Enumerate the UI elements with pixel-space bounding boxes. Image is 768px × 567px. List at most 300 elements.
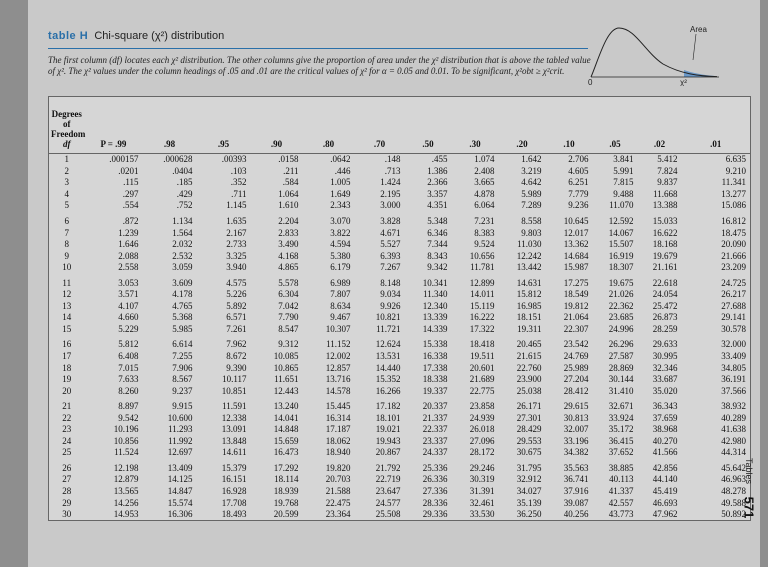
value-cell: 15.033 xyxy=(652,216,678,226)
table-row xyxy=(49,189,751,201)
header-row xyxy=(49,97,751,154)
value-cell: 7.231 xyxy=(474,216,495,226)
value-cell: 4.594 xyxy=(330,239,351,250)
value-cell: .429 xyxy=(176,188,193,199)
value-cell: 34.805 xyxy=(721,362,746,373)
df-cell: 17 xyxy=(62,351,72,362)
df-cell: 16 xyxy=(62,339,72,350)
value-cell: 18.939 xyxy=(273,486,299,497)
value-cell: .000628 xyxy=(163,154,193,165)
value-cell: 12.002 xyxy=(325,351,351,362)
value-cell: 36.191 xyxy=(721,374,746,385)
value-cell: 49.588 xyxy=(721,497,746,508)
value-cell: .352 xyxy=(230,177,247,188)
value-cell: 13.277 xyxy=(721,188,746,199)
value-cell: 17.708 xyxy=(221,497,247,508)
value-cell: 40.289 xyxy=(721,412,746,423)
value-cell: 3.070 xyxy=(330,216,351,226)
value-cell: 4.765 xyxy=(172,300,193,311)
value-cell: 13.339 xyxy=(422,312,448,323)
value-cell: 32.000 xyxy=(721,339,746,350)
table-row xyxy=(49,424,751,436)
value-cell: 19.311 xyxy=(517,323,542,334)
value-cell: 21.588 xyxy=(325,486,351,497)
value-cell: 25.508 xyxy=(375,509,401,520)
value-cell: 15.507 xyxy=(608,239,634,250)
value-cell: 3.325 xyxy=(226,250,247,261)
value-cell: 32.007 xyxy=(563,424,589,435)
value-cell: 7.906 xyxy=(172,362,193,373)
table-row xyxy=(49,154,751,166)
df-cell: 21 xyxy=(62,401,72,412)
value-cell: 25.989 xyxy=(563,362,589,373)
value-cell: 14.611 xyxy=(222,447,247,458)
value-cell: .713 xyxy=(384,165,401,176)
value-cell: 2.558 xyxy=(118,262,139,273)
value-cell: 18.307 xyxy=(608,262,634,273)
value-cell: 10.341 xyxy=(422,277,448,288)
table-body xyxy=(49,154,751,521)
area-label: Area xyxy=(690,25,707,34)
value-cell: 12.443 xyxy=(273,385,299,396)
value-cell: 9.837 xyxy=(657,177,678,188)
value-cell: 10.865 xyxy=(273,362,299,373)
value-cell: 5.380 xyxy=(330,250,351,261)
value-cell: 33.196 xyxy=(563,435,589,446)
value-cell: 46.693 xyxy=(652,497,678,508)
value-cell: 18.114 xyxy=(274,474,299,485)
value-cell: 6.989 xyxy=(330,277,351,288)
value-cell: 27.336 xyxy=(422,486,448,497)
value-cell: 16.928 xyxy=(221,486,247,497)
value-cell: 6.635 xyxy=(725,154,746,165)
value-cell: 29.615 xyxy=(563,401,589,412)
value-cell: 22.760 xyxy=(516,362,542,373)
df-cell: 10 xyxy=(62,262,72,273)
value-cell: 8.343 xyxy=(427,250,448,261)
value-cell: 3.665 xyxy=(474,177,495,188)
value-cell: 6.408 xyxy=(118,351,139,362)
value-cell: .00393 xyxy=(221,154,247,165)
value-cell: 11.992 xyxy=(168,435,193,446)
value-cell: 14.684 xyxy=(563,250,589,261)
value-cell: 16.919 xyxy=(608,250,634,261)
value-cell: 14.256 xyxy=(113,497,139,508)
value-cell: 9.467 xyxy=(330,312,351,323)
value-cell: 18.493 xyxy=(221,509,247,520)
value-cell: 4.671 xyxy=(380,227,401,238)
value-cell: 48.278 xyxy=(721,486,746,497)
value-cell: 8.558 xyxy=(521,216,542,226)
table-row xyxy=(49,301,751,313)
value-cell: 20.703 xyxy=(325,474,351,485)
column-header: .20 xyxy=(499,97,546,154)
value-cell: 19.820 xyxy=(325,462,351,473)
table-row xyxy=(49,459,751,475)
value-cell: 7.779 xyxy=(568,188,589,199)
value-cell: 22.475 xyxy=(325,497,351,508)
table-row xyxy=(49,385,751,397)
value-cell: 25.336 xyxy=(422,462,448,473)
value-cell: 7.824 xyxy=(657,165,678,176)
table-row xyxy=(49,351,751,363)
value-cell: 19.021 xyxy=(375,424,401,435)
value-cell: 2.088 xyxy=(118,250,139,261)
value-cell: 14.631 xyxy=(516,277,542,288)
value-cell: 13.442 xyxy=(516,262,542,273)
value-cell: 38.885 xyxy=(608,462,634,473)
df-cell: 19 xyxy=(62,374,72,385)
value-cell: 40.256 xyxy=(563,509,589,520)
value-cell: 17.275 xyxy=(563,277,589,288)
value-cell: 4.178 xyxy=(172,289,193,300)
table-row xyxy=(49,200,751,212)
value-cell: 40.113 xyxy=(609,474,634,485)
column-header: .05 xyxy=(593,97,638,154)
df-cell: 20 xyxy=(62,385,72,396)
value-cell: 23.542 xyxy=(563,339,589,350)
value-cell: 30.995 xyxy=(652,351,678,362)
value-cell: .000157 xyxy=(109,154,139,165)
table-row xyxy=(49,239,751,251)
value-cell: 11.591 xyxy=(222,401,247,412)
value-cell: 23.647 xyxy=(375,486,401,497)
value-cell: 5.578 xyxy=(278,277,299,288)
value-cell: .148 xyxy=(384,154,401,165)
value-cell: 12.899 xyxy=(469,277,495,288)
value-cell: 16.151 xyxy=(221,474,247,485)
value-cell: .554 xyxy=(122,200,139,211)
value-cell: 7.815 xyxy=(613,177,634,188)
value-cell: 4.351 xyxy=(427,200,448,211)
value-cell: 23.685 xyxy=(608,312,634,323)
value-cell: 28.172 xyxy=(469,447,495,458)
value-cell: 4.865 xyxy=(278,262,299,273)
table-row xyxy=(49,312,751,324)
value-cell: 16.812 xyxy=(721,216,746,226)
value-cell: 12.198 xyxy=(113,462,139,473)
value-cell: 12.592 xyxy=(608,216,634,226)
value-cell: 19.679 xyxy=(652,250,678,261)
value-cell: 14.953 xyxy=(113,509,139,520)
value-cell: 22.775 xyxy=(469,385,495,396)
value-cell: 41.566 xyxy=(652,447,678,458)
df-cell: 15 xyxy=(62,323,72,334)
value-cell: 11.030 xyxy=(517,239,542,250)
value-cell: 35.172 xyxy=(608,424,634,435)
value-cell: 13.848 xyxy=(221,435,247,446)
value-cell: 16.314 xyxy=(325,412,351,423)
value-cell: 44.314 xyxy=(721,447,746,458)
value-cell: 17.292 xyxy=(273,462,299,473)
table-row xyxy=(49,177,751,189)
value-cell: 22.362 xyxy=(608,300,634,311)
value-cell: 15.659 xyxy=(273,435,299,446)
value-cell: 26.296 xyxy=(608,339,634,350)
value-cell: 10.856 xyxy=(113,435,139,446)
value-cell: 2.408 xyxy=(474,165,495,176)
df-cell: 3 xyxy=(64,177,69,188)
value-cell: 9.488 xyxy=(613,188,634,199)
area-pointer xyxy=(693,34,696,60)
value-cell: 5.991 xyxy=(613,165,634,176)
table-row xyxy=(49,509,751,521)
value-cell: 2.532 xyxy=(172,250,193,261)
value-cell: 26.873 xyxy=(652,312,678,323)
value-cell: 26.217 xyxy=(721,289,746,300)
value-cell: 15.812 xyxy=(516,289,542,300)
value-cell: 38.932 xyxy=(721,401,746,412)
value-cell: 4.107 xyxy=(118,300,139,311)
df-cell: 27 xyxy=(62,474,72,485)
book-page xyxy=(28,0,760,567)
value-cell: 13.716 xyxy=(325,374,351,385)
value-cell: 45.419 xyxy=(652,486,678,497)
value-cell: 9.542 xyxy=(118,412,139,423)
value-cell: 6.571 xyxy=(226,312,247,323)
table-row xyxy=(49,436,751,448)
value-cell: 7.289 xyxy=(521,200,542,211)
table-row xyxy=(49,474,751,486)
value-cell: 8.672 xyxy=(226,351,247,362)
value-cell: 28.259 xyxy=(652,323,678,334)
column-header: .01 xyxy=(682,97,751,154)
value-cell: 13.362 xyxy=(563,239,589,250)
value-cell: 7.255 xyxy=(172,351,193,362)
value-cell: 44.140 xyxy=(652,474,678,485)
value-cell: 3.609 xyxy=(172,277,193,288)
value-cell: 8.260 xyxy=(118,385,139,396)
value-cell: .584 xyxy=(282,177,299,188)
table-row xyxy=(49,374,751,386)
value-cell: 19.337 xyxy=(422,385,448,396)
value-cell: 12.624 xyxy=(375,339,401,350)
value-cell: 4.575 xyxy=(226,277,247,288)
value-cell: 23.337 xyxy=(422,435,448,446)
value-cell: 23.209 xyxy=(721,262,746,273)
value-cell: 13.531 xyxy=(375,351,401,362)
value-cell: 10.821 xyxy=(375,312,401,323)
column-header: .70 xyxy=(355,97,405,154)
value-cell: 15.379 xyxy=(221,462,247,473)
value-cell: 31.410 xyxy=(608,385,634,396)
value-cell: 13.091 xyxy=(221,424,247,435)
table-row xyxy=(49,362,751,374)
table-title xyxy=(48,30,224,42)
value-cell: 6.064 xyxy=(474,200,495,211)
value-cell: 19.511 xyxy=(470,351,495,362)
value-cell: .752 xyxy=(176,200,193,211)
value-cell: 5.985 xyxy=(172,323,193,334)
value-cell: 14.011 xyxy=(470,289,495,300)
df-cell: 14 xyxy=(62,312,72,323)
value-cell: 3.490 xyxy=(278,239,299,250)
value-cell: 15.987 xyxy=(563,262,589,273)
value-cell: 2.833 xyxy=(278,227,299,238)
value-cell: 24.939 xyxy=(469,412,495,423)
value-cell: 14.578 xyxy=(325,385,351,396)
value-cell: 5.412 xyxy=(657,154,678,165)
value-cell: 31.391 xyxy=(469,486,495,497)
df-cell: 11 xyxy=(62,277,72,288)
value-cell: 2.733 xyxy=(226,239,247,250)
value-cell: 36.741 xyxy=(563,474,589,485)
table-row xyxy=(49,289,751,301)
value-cell: 36.415 xyxy=(608,435,634,446)
value-cell: 28.429 xyxy=(516,424,542,435)
df-cell: 6 xyxy=(64,216,69,226)
value-cell: 9.390 xyxy=(226,362,247,373)
value-cell: 19.943 xyxy=(375,435,401,446)
column-header: .98 xyxy=(143,97,197,154)
value-cell: 22.337 xyxy=(422,424,448,435)
value-cell: 36.343 xyxy=(652,401,678,412)
column-header: .10 xyxy=(546,97,593,154)
value-cell: 28.336 xyxy=(422,497,448,508)
column-header: .02 xyxy=(638,97,682,154)
value-cell: 13.388 xyxy=(652,200,678,211)
value-cell: 17.322 xyxy=(469,323,495,334)
value-cell: 33.530 xyxy=(469,509,495,520)
value-cell: 9.926 xyxy=(380,300,401,311)
value-cell: 10.656 xyxy=(469,250,495,261)
column-header: .50 xyxy=(405,97,452,154)
value-cell: 15.086 xyxy=(721,200,746,211)
value-cell: 18.338 xyxy=(422,374,448,385)
column-header: .80 xyxy=(303,97,355,154)
value-cell: 38.968 xyxy=(652,424,678,435)
value-cell: 5.892 xyxy=(226,300,247,311)
value-cell: 4.642 xyxy=(521,177,542,188)
df-cell: 22 xyxy=(62,412,72,423)
value-cell: 15.445 xyxy=(325,401,351,412)
value-cell: 5.989 xyxy=(521,188,542,199)
value-cell: 16.622 xyxy=(652,227,678,238)
value-cell: 3.053 xyxy=(118,277,139,288)
value-cell: 21.689 xyxy=(469,374,495,385)
df-cell: 9 xyxy=(64,250,69,261)
value-cell: 20.599 xyxy=(273,509,299,520)
value-cell: 24.769 xyxy=(563,351,589,362)
value-cell: 13.565 xyxy=(113,486,139,497)
value-cell: 17.182 xyxy=(375,401,401,412)
value-cell: 37.916 xyxy=(563,486,589,497)
value-cell: 12.242 xyxy=(516,250,542,261)
df-cell: 25 xyxy=(62,447,72,458)
value-cell: 30.813 xyxy=(563,412,589,423)
table-row xyxy=(49,250,751,262)
value-cell: 16.266 xyxy=(375,385,401,396)
value-cell: 6.251 xyxy=(568,177,589,188)
value-cell: 1.005 xyxy=(330,177,351,188)
table-label: table H xyxy=(48,30,89,42)
value-cell: 24.054 xyxy=(652,289,678,300)
value-cell: 29.633 xyxy=(652,339,678,350)
value-cell: 7.267 xyxy=(380,262,401,273)
chi-label: χ² xyxy=(680,78,687,86)
value-cell: 14.125 xyxy=(167,474,193,485)
value-cell: 32.461 xyxy=(469,497,495,508)
column-header: .95 xyxy=(197,97,251,154)
value-cell: .115 xyxy=(123,177,139,188)
value-cell: 30.319 xyxy=(469,474,495,485)
column-header: .30 xyxy=(452,97,499,154)
value-cell: 8.634 xyxy=(330,300,351,311)
value-cell: 17.187 xyxy=(325,424,351,435)
value-cell: 1.386 xyxy=(427,165,448,176)
value-cell: 3.000 xyxy=(380,200,401,211)
table-row xyxy=(49,324,751,336)
value-cell: 6.614 xyxy=(172,339,193,350)
value-cell: 1.564 xyxy=(172,227,193,238)
value-cell: .0404 xyxy=(172,165,193,176)
value-cell: 18.418 xyxy=(469,339,495,350)
value-cell: 1.134 xyxy=(172,216,193,226)
value-cell: 34.382 xyxy=(563,447,589,458)
value-cell: 14.440 xyxy=(375,362,401,373)
table-row xyxy=(49,412,751,424)
value-cell: 2.343 xyxy=(330,200,351,211)
value-cell: 8.383 xyxy=(474,227,495,238)
value-cell: 18.475 xyxy=(721,227,746,238)
value-cell: 1.064 xyxy=(278,188,299,199)
value-cell: 21.026 xyxy=(608,289,634,300)
value-cell: 9.236 xyxy=(568,200,589,211)
value-cell: .103 xyxy=(230,165,247,176)
df-cell: 30 xyxy=(62,509,72,520)
value-cell: 43.773 xyxy=(608,509,634,520)
value-cell: 18.062 xyxy=(325,435,351,446)
value-cell: 29.141 xyxy=(721,312,746,323)
value-cell: 9.803 xyxy=(521,227,542,238)
value-cell: 26.171 xyxy=(516,401,542,412)
value-cell: .211 xyxy=(283,165,299,176)
value-cell: 1.074 xyxy=(474,154,495,165)
title-rule xyxy=(48,48,588,49)
value-cell: 45.642 xyxy=(721,462,746,473)
section-label: Tables xyxy=(744,457,755,485)
value-cell: 20.867 xyxy=(375,447,401,458)
value-cell: 3.357 xyxy=(427,188,448,199)
value-cell: 8.567 xyxy=(172,374,193,385)
value-cell: .297 xyxy=(122,188,139,199)
value-cell: 9.342 xyxy=(427,262,448,273)
value-cell: 9.915 xyxy=(172,401,193,412)
value-cell: 4.605 xyxy=(568,165,589,176)
page-number: 571 xyxy=(741,496,757,519)
value-cell: 5.812 xyxy=(118,339,139,350)
value-cell: 3.219 xyxy=(521,165,542,176)
value-cell: 36.250 xyxy=(516,509,542,520)
value-cell: 27.204 xyxy=(563,374,589,385)
value-cell: 47.962 xyxy=(652,509,678,520)
table-row xyxy=(49,486,751,498)
value-cell: 18.151 xyxy=(516,312,542,323)
value-cell: 5.527 xyxy=(380,239,401,250)
value-cell: 33.687 xyxy=(652,374,678,385)
value-cell: 34.027 xyxy=(516,486,542,497)
table-row xyxy=(49,497,751,509)
value-cell: .872 xyxy=(122,216,139,226)
value-cell: 10.117 xyxy=(222,374,247,385)
value-cell: .0201 xyxy=(118,165,139,176)
value-cell: 6.393 xyxy=(380,250,401,261)
value-cell: 5.226 xyxy=(226,289,247,300)
value-cell: 29.553 xyxy=(516,435,542,446)
value-cell: 16.222 xyxy=(469,312,495,323)
value-cell: 3.828 xyxy=(380,216,401,226)
value-cell: 24.725 xyxy=(721,277,746,288)
